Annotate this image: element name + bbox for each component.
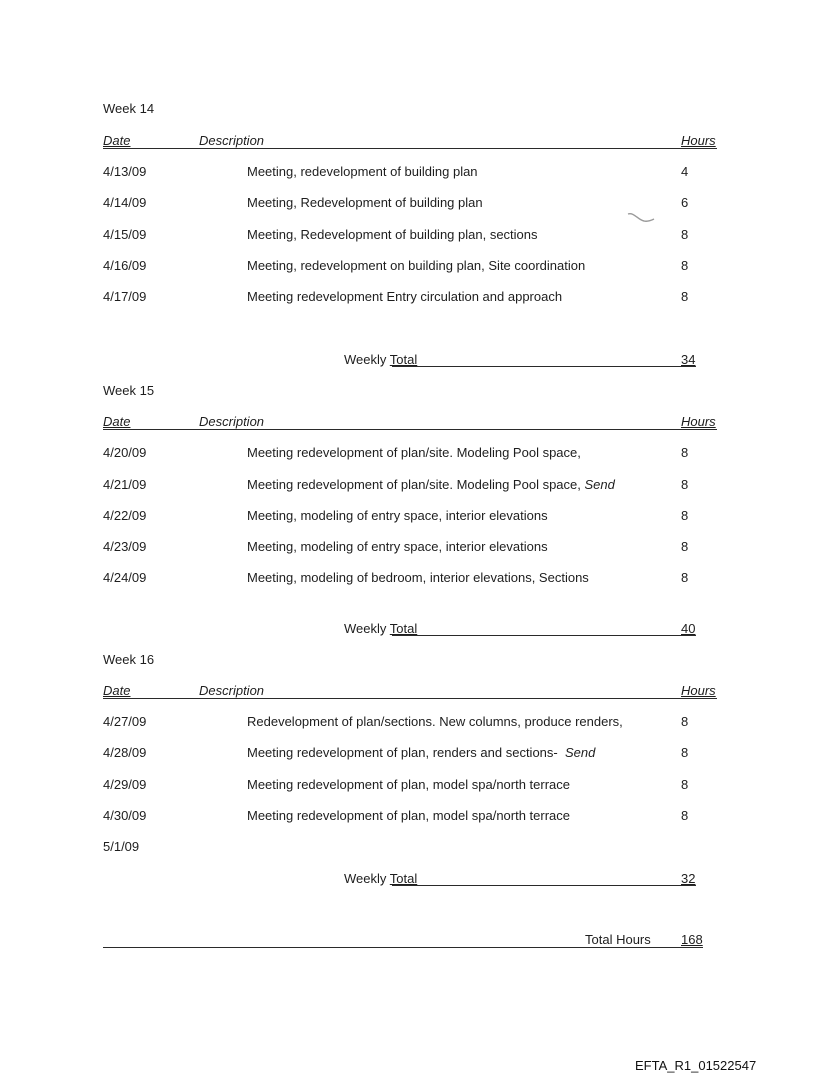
row-date: 4/20/09 [103, 445, 147, 460]
row-description: Meeting redevelopment of plan/site. Modeling Pool space, [247, 445, 581, 460]
row-date: 4/13/09 [103, 164, 147, 179]
row-description: Meeting, modeling of entry space, interior elevations [247, 539, 548, 554]
week-label: Week 16 [103, 652, 155, 667]
hours-header: Hours [681, 683, 716, 698]
row-hours: 8 [681, 808, 689, 823]
row-date: 4/15/09 [103, 227, 147, 242]
row-description [247, 477, 615, 492]
weekly-total-rule [392, 885, 696, 886]
date-header: Date [103, 133, 131, 148]
row-date: 4/17/09 [103, 289, 147, 304]
row-hours: 8 [681, 508, 689, 523]
week-label: Week 14 [103, 101, 155, 116]
row-date: 4/30/09 [103, 808, 147, 823]
description-header: Description [199, 414, 265, 429]
row-date: 4/29/09 [103, 777, 147, 792]
description-header: Description [199, 683, 265, 698]
row-description: Meeting redevelopment of plan, model spa/north terrace [247, 808, 571, 823]
row-date: 5/1/09 [103, 839, 140, 854]
weekly-total-value: 40 [681, 621, 696, 636]
row-description [247, 745, 595, 760]
row-date: 4/23/09 [103, 539, 147, 554]
weekly-total-label [344, 352, 417, 367]
row-date: 4/28/09 [103, 745, 147, 760]
row-hours: 6 [681, 195, 689, 210]
row-description: Meeting, Redevelopment of building plan [247, 195, 483, 210]
total-word: Total [389, 621, 418, 636]
row-description: Meeting, Redevelopment of building plan, sections [247, 227, 538, 242]
bates-number: EFTA_R1_01522547 [635, 1058, 757, 1073]
grand-total-rule [103, 947, 703, 948]
scan-mark-icon [626, 210, 656, 226]
week-label: Week 15 [103, 383, 155, 398]
row-hours: 8 [681, 714, 689, 729]
weekly-total-value: 34 [681, 352, 696, 367]
weekly-total-rule [392, 635, 696, 636]
date-header: Date [103, 683, 131, 698]
weekly-word: Weekly [344, 352, 387, 367]
row-hours: 8 [681, 570, 689, 585]
header-rule [103, 429, 717, 430]
description-header: Description [199, 133, 265, 148]
row-hours: 8 [681, 227, 689, 242]
row-note: Send [564, 745, 596, 760]
row-description: Meeting, modeling of entry space, interior elevations [247, 508, 548, 523]
row-description: Meeting redevelopment Entry circulation and approach [247, 289, 563, 304]
weekly-total-rule [392, 366, 696, 367]
row-date: 4/27/09 [103, 714, 147, 729]
row-date: 4/16/09 [103, 258, 147, 273]
row-description-text: Meeting redevelopment of plan, renders and sections- [247, 745, 558, 760]
row-description: Meeting redevelopment of plan, model spa/north terrace [247, 777, 571, 792]
row-date: 4/21/09 [103, 477, 147, 492]
row-description: Meeting, redevelopment of building plan [247, 164, 478, 179]
row-hours: 8 [681, 258, 689, 273]
row-date: 4/24/09 [103, 570, 147, 585]
weekly-word: Weekly [344, 871, 387, 886]
header-rule [103, 698, 717, 699]
row-date: 4/14/09 [103, 195, 147, 210]
date-header: Date [103, 414, 131, 429]
row-description-text: Meeting redevelopment of plan/site. Modeling Pool space, [247, 477, 581, 492]
row-date: 4/22/09 [103, 508, 147, 523]
row-note: Send [584, 477, 615, 492]
row-hours: 8 [681, 745, 689, 760]
hours-header: Hours [681, 414, 716, 429]
weekly-word: Weekly [344, 621, 387, 636]
row-hours: 8 [681, 539, 689, 554]
row-hours: 8 [681, 445, 689, 460]
total-word: Total [389, 352, 418, 367]
weekly-total-value: 32 [681, 871, 696, 886]
total-word: Total [389, 871, 418, 886]
row-description: Redevelopment of plan/sections. New columns, produce renders, [247, 714, 623, 729]
row-hours: 4 [681, 164, 689, 179]
header-rule [103, 148, 717, 149]
hours-header: Hours [681, 133, 716, 148]
grand-total-label: Total Hours [585, 932, 651, 947]
row-hours: 8 [681, 289, 689, 304]
weekly-total-label [344, 871, 417, 886]
grand-total-value: 168 [681, 932, 703, 947]
row-hours: 8 [681, 477, 689, 492]
weekly-total-label [344, 621, 417, 636]
row-description: Meeting, modeling of bedroom, interior elevations, Sections [247, 570, 589, 585]
row-description: Meeting, redevelopment on building plan, Site coordination [247, 258, 586, 273]
row-hours: 8 [681, 777, 689, 792]
